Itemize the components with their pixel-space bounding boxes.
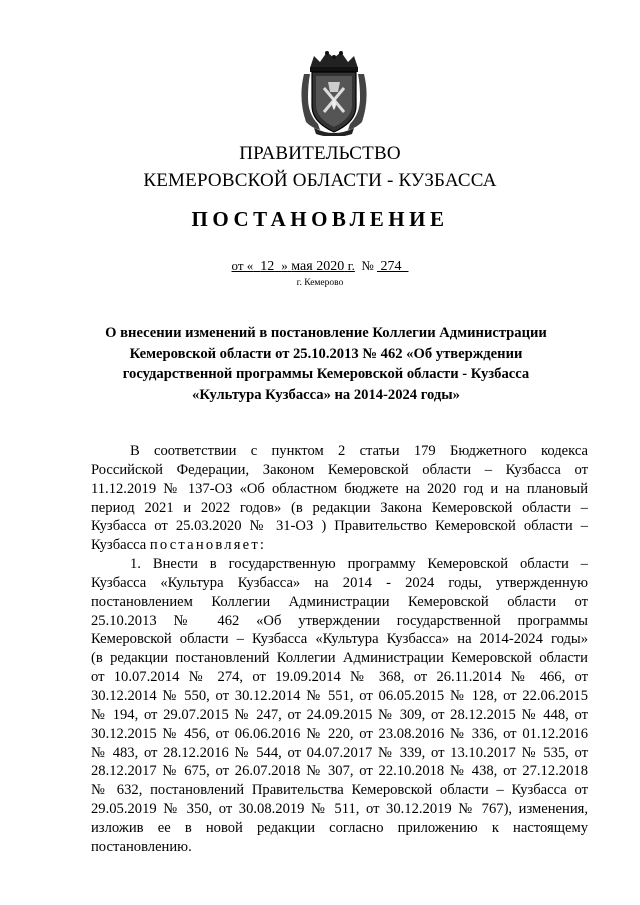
resolves-word: постановляет: [149,537,267,554]
government-name-line2: КЕМЕРОВСКОЙ ОБЛАСТИ - КУЗБАССА [143,170,497,191]
body-line: 30.12.2014 № 550, от 30.12.2014 № 551, от 06.05.2015 № 128, от 22.06.2015 [91,687,588,704]
body-line: изложив ее в новой редакции согласно приложению к настоящему [91,819,588,836]
number-label: № [361,258,374,273]
place-of-issue: г. Кемерово [296,278,344,288]
body-line: № 194, от 29.07.2015 № 247, от 24.09.2015 № 309, от 28.12.2015 № 448, от [91,706,588,723]
coat-of-arms-icon [294,48,374,136]
date-month-year: мая 2020 [291,259,345,274]
body-line: от 10.07.2014 № 274, от 19.09.2014 № 368, от 26.11.2014 № 466, от [91,669,588,686]
title-line: О внесении изменений в постановление Коллегии Администрации [105,325,547,341]
document-type-heading: ПОСТАНОВЛЕНИЕ [191,207,449,231]
body-line: Кемеровской области – Кузбасса «Культура Кузбасса» на 2014-2024 годы» [91,631,588,648]
body-line: Кузбасса «Культура Кузбасса» на 2014 - 2024 годы, утвержденную [91,574,588,591]
title-line: государственной программы Кемеровской области - Кузбасса [122,366,530,382]
body-line: В соответствии с пунктом 2 статьи 179 Бюджетного кодекса [130,443,588,459]
date-number-line [0,258,640,275]
date-day-close: » [281,258,288,273]
date-day: 12 [260,259,275,274]
body-line: 29.05.2019 № 350, от 30.08.2019 № 511, от 30.12.2019 № 767), изменения, [91,801,588,818]
document-number: 274 [380,259,402,274]
body-line: Кузбасса от 25.03.2020 № 31-ОЗ ) Правительство Кемеровской области – [91,518,588,535]
body-line: постановлению. [91,838,192,855]
body-line: 30.12.2015 № 456, от 06.06.2016 № 220, от 23.08.2016 № 336, от 01.12.2016 [91,725,588,742]
body-line: 28.12.2017 № 675, от 26.07.2018 № 307, от 22.10.2018 № 438, от 27.12.2018 [91,763,588,780]
government-name-line1: ПРАВИТЕЛЬСТВО [239,143,401,164]
body-line: Российской Федерации, Законом Кемеровской области – Кузбасса от [91,461,588,478]
body-line: 25.10.2013 № 462 «Об утверждении государственной программы [91,612,588,629]
body-line: 11.12.2019 № 137-ОЗ «Об областном бюджете на 2020 год и на плановый [91,480,588,497]
body-line: № 483, от 28.12.2016 № 544, от 04.07.2017 № 339, от 13.10.2017 № 535, от [91,744,588,761]
body-line: № 632, постановлений Правительства Кемеровской области – Кузбасса от [91,782,588,799]
body-line: 1. Внести в государственную программу Кемеровской области – [130,556,588,573]
title-line: «Культура Кузбасса» на 2014-2024 годы» [192,386,460,403]
body-text: Кузбасса [91,537,147,554]
body-line [91,536,588,555]
document-body [91,442,588,857]
title-line: Кемеровской области от 25.10.2013 № 462 «Об утверждении [129,345,523,362]
date-prefix: от « [231,258,254,273]
body-line: постановлением Коллегии Администрации Кемеровской области от [91,593,588,610]
body-line: период 2021 и 2022 годов» (в редакции Закона Кемеровской области – [91,499,588,516]
body-line: (в редакции постановлений Коллегии Администрации Кемеровской области [91,650,588,667]
date-year-suffix: г. [347,258,355,273]
document-title [96,323,556,405]
